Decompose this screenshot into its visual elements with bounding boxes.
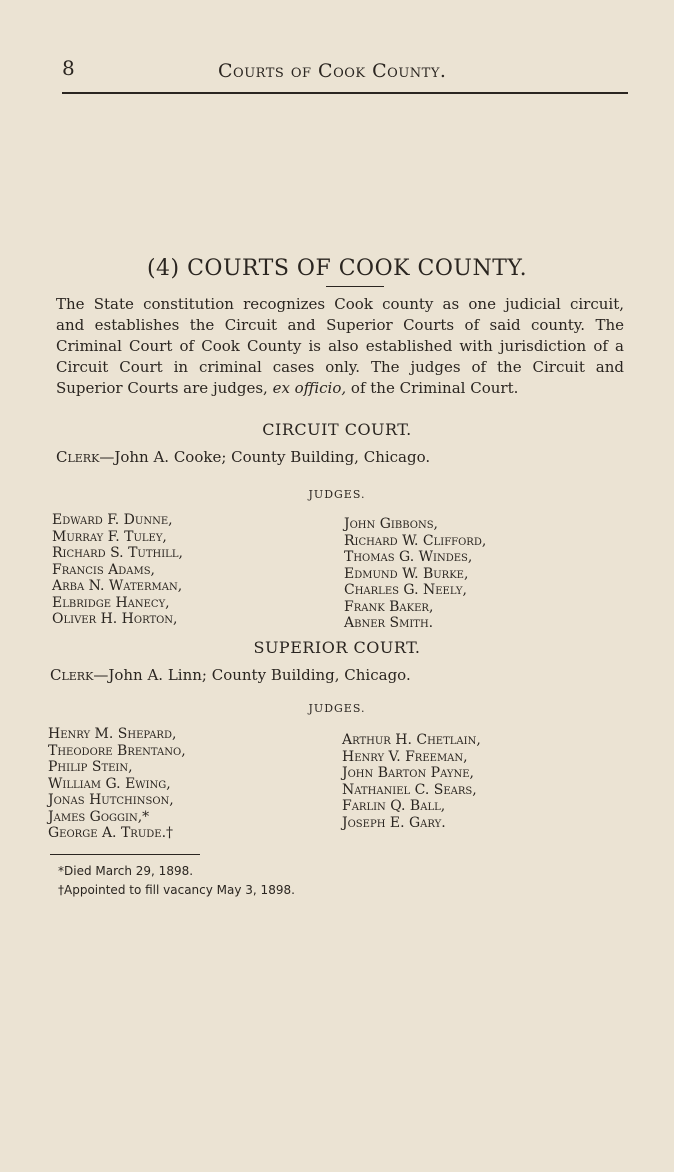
section-title: (4) COURTS OF COOK COUNTY. [146, 256, 528, 281]
intro-paragraph [56, 294, 624, 399]
intro-line: The State constitution recognizes Cook county as one judicial circuit, [56, 295, 624, 313]
judge-name: Richard W. Clifford, [344, 532, 487, 549]
judge-name: Charles G. Neely, [344, 582, 467, 598]
judge-name: Edmund W. Burke, [344, 565, 469, 582]
judge-name: Francis Adams, [52, 561, 156, 578]
header-rule [62, 92, 628, 94]
judge-name: Oliver H. Horton, [52, 611, 178, 627]
circuit-court-heading: CIRCUIT COURT. [262, 420, 412, 439]
judge-name: Abner Smith. [344, 615, 434, 631]
intro-line: Circuit Court in criminal cases only. The judges of the Circuit and [56, 358, 624, 376]
clerk-label: Clerk [56, 448, 100, 466]
superior-judges-right [342, 732, 481, 831]
running-title: Courts of Cook County. [218, 60, 447, 82]
judge-name: Farlin Q. Ball, [342, 798, 446, 814]
judge-name: Elbridge Hanecy, [52, 594, 170, 611]
judge-name: Henry M. Shepard, [48, 726, 177, 742]
judge-name: Richard S. Tuthill, [52, 545, 183, 561]
page-number: 8 [62, 56, 75, 80]
judge-name: William G. Ewing, [48, 775, 171, 792]
circuit-clerk [56, 448, 430, 466]
clerk-text: —John A. Cooke; County Building, Chicago. [99, 448, 431, 466]
superior-clerk [50, 666, 411, 684]
superior-judges-left [48, 726, 186, 842]
intro-line: Criminal Court of Cook County is also established with jurisdiction of a [56, 337, 624, 355]
intro-text: of the Criminal Court. [346, 379, 519, 397]
circuit-judges-left [52, 512, 183, 628]
clerk-label: Clerk [50, 666, 94, 684]
superior-judges-label: JUDGES. [308, 702, 366, 715]
judge-name: Murray F. Tuley, [52, 528, 167, 545]
intro-text: Superior Courts are judges, [56, 379, 273, 397]
superior-court-heading: SUPERIOR COURT. [253, 638, 421, 657]
footnotes [58, 862, 295, 900]
footnote: *Died March 29, 1898. [58, 864, 194, 878]
judge-name: Edward F. Dunne, [52, 512, 173, 528]
judge-name: Arba N. Waterman, [52, 578, 183, 594]
judge-name: John Gibbons, [344, 516, 438, 532]
clerk-text: —John A. Linn; County Building, Chicago. [93, 666, 411, 684]
judge-name: James Goggin,* [48, 808, 150, 825]
footnote: †Appointed to fill vacancy May 3, 1898. [58, 883, 295, 897]
intro-line [56, 378, 624, 399]
judge-name: Philip Stein, [48, 759, 133, 775]
circuit-judges-label: JUDGES. [308, 488, 366, 501]
judge-name: Jonas Hutchinson, [48, 792, 174, 808]
circuit-judges-right [344, 516, 486, 632]
judge-name: George A. Trude.† [48, 825, 174, 841]
footnote-rule [50, 854, 200, 855]
judge-name: Nathaniel C. Sears, [342, 781, 477, 798]
intro-italic: ex officio, [272, 379, 347, 397]
intro-line: and establishes the Circuit and Superior Courts of said county. The [56, 316, 624, 334]
judge-name: Theodore Brentano, [48, 742, 186, 759]
title-rule [326, 286, 384, 287]
judge-name: John Barton Payne, [342, 765, 475, 781]
judge-name: Arthur H. Chetlain, [342, 732, 481, 748]
judge-name: Henry V. Freeman, [342, 748, 468, 765]
judge-name: Frank Baker, [344, 598, 434, 615]
judge-name: Thomas G. Windes, [344, 549, 473, 565]
judge-name: Joseph E. Gary. [342, 814, 446, 831]
